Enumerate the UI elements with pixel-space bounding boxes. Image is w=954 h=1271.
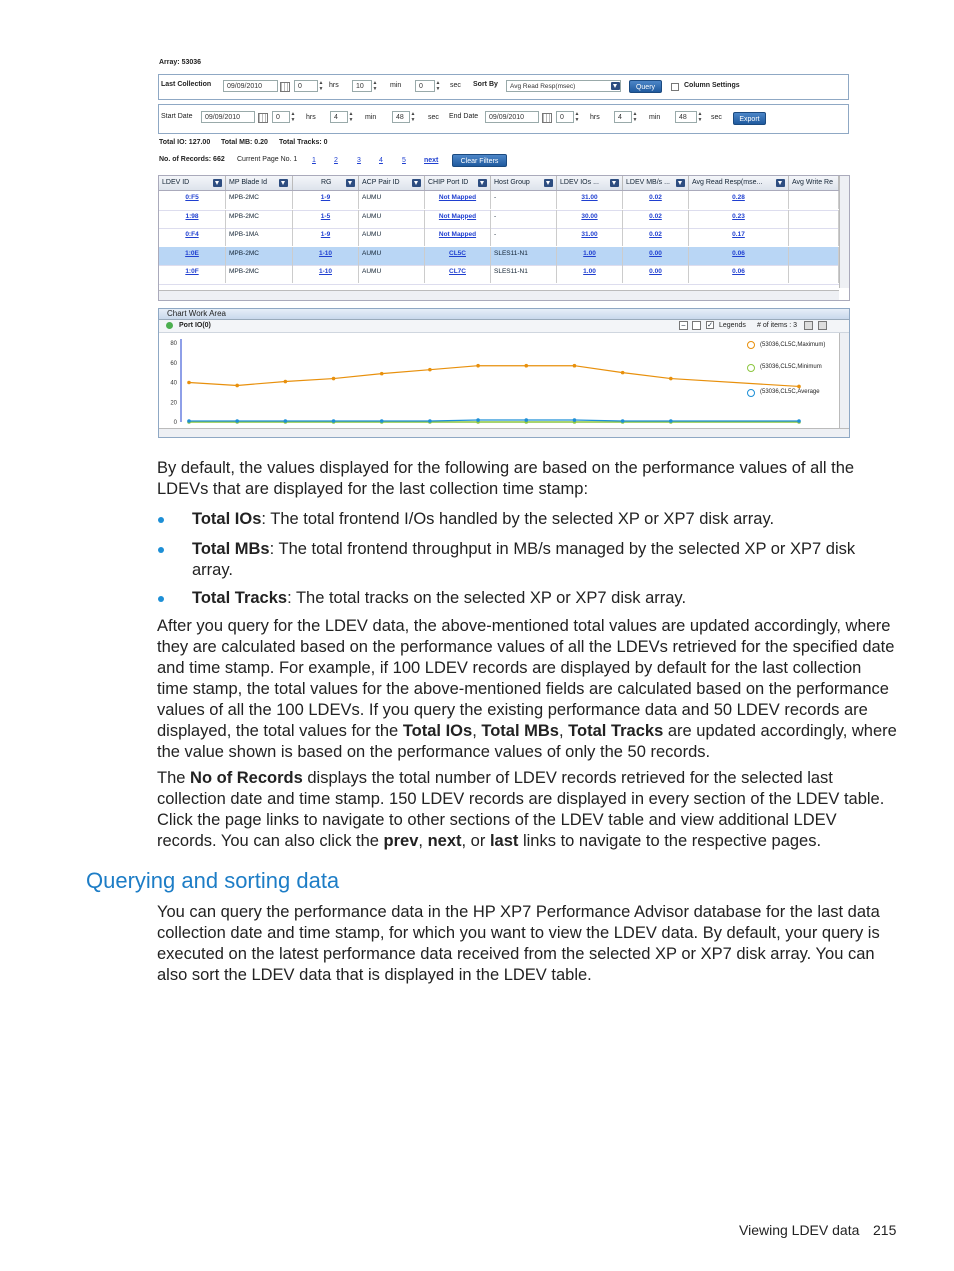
last-min-input[interactable]: 10 (352, 80, 372, 92)
date-range-panel (158, 104, 849, 134)
sec-label: sec (428, 114, 439, 121)
term: Total MBs (192, 540, 270, 558)
text: links to navigate to the respective pages. (518, 832, 822, 850)
data-point[interactable] (284, 419, 288, 423)
data-point[interactable] (428, 368, 432, 372)
column-label: LDEV ID (162, 179, 190, 186)
column-header-ldev-id[interactable] (159, 176, 226, 190)
table-row[interactable] (159, 228, 839, 248)
term: prev (383, 832, 419, 850)
column-label: RG (321, 179, 332, 186)
term: Total IOs (192, 510, 262, 528)
column-label: LDEV MB/s ... (626, 179, 670, 186)
table-cell (789, 228, 839, 246)
legend-item-max: (53036,CL5C,Maximum) (760, 342, 826, 348)
data-point[interactable] (476, 418, 480, 422)
data-point[interactable] (380, 419, 384, 423)
footer-section: Viewing LDEV data (739, 1222, 860, 1238)
last-hrs-input[interactable]: 0 (294, 80, 318, 92)
chart-legend (735, 339, 839, 419)
calendar-icon[interactable] (280, 82, 290, 92)
legend-item-avg: (53036,CL5C,Average (760, 389, 820, 395)
section-heading: Querying and sorting data (86, 868, 340, 893)
data-point[interactable] (284, 380, 288, 384)
text: are updated accordingly, where the value shown is based on the performance values of only the 50 records. (157, 722, 897, 761)
table-cell[interactable]: CL5C (425, 247, 491, 265)
legends-label: Legends (719, 322, 746, 329)
chevron-down-icon[interactable] (776, 179, 785, 187)
end-date-label: End Date (449, 113, 479, 120)
last-collection-panel (158, 74, 849, 100)
sort-by-select[interactable]: Avg Read Resp(msec) (506, 80, 621, 92)
data-point[interactable] (621, 419, 625, 423)
table-cell[interactable]: 0.00 (623, 247, 689, 265)
term: next (427, 832, 462, 850)
column-label: Avg Write Re (792, 179, 833, 186)
column-header-rg[interactable] (293, 176, 359, 190)
table-row[interactable] (159, 210, 839, 230)
chart-area-titlebar (159, 309, 849, 320)
spinner-icon[interactable]: ▲ ▼ (372, 80, 378, 92)
data-point[interactable] (669, 377, 673, 381)
data-point[interactable] (621, 371, 625, 375)
table-cell[interactable]: 0.02 (623, 191, 689, 209)
data-point[interactable] (669, 419, 673, 423)
legend-marker-icon (747, 341, 755, 349)
window-icon[interactable] (818, 321, 827, 330)
bullet-icon (158, 517, 164, 523)
column-label: ACP Pair ID (362, 179, 400, 186)
start-date-input[interactable]: 09/09/2010 (201, 111, 255, 123)
chevron-down-icon[interactable] (478, 179, 487, 187)
table-cell[interactable]: 0.06 (689, 265, 789, 283)
table-cell: AUMU (359, 191, 425, 209)
term: No of Records (190, 769, 303, 787)
table-cell[interactable]: 0.00 (623, 265, 689, 283)
total-io: Total IO: 127.00 (159, 139, 211, 146)
records-count: No. of Records: 662 (159, 156, 225, 163)
ldev-id-link[interactable]: 0:F5 (159, 191, 226, 209)
spinner-icon[interactable]: ▲ ▼ (574, 111, 580, 123)
chart-tab-title: Port IO(0) (179, 322, 211, 329)
bullet-icon (158, 596, 164, 602)
text: After you query for the LDEV data, the above-mentioned total values are updated accordingly, where they are calculated based on the performance values of all the LDEVs retrieved for the specified date and time stamp. For example, if 100 LDEV records are displayed by default for the last collection time stamp, the total values for the above-mentioned fields are calculated based on the performance values of all the 100 LDEVs. If you query the existing performance data and 50 LDEV records are displayed, the total values for the (157, 617, 895, 740)
chevron-down-icon[interactable] (544, 179, 553, 187)
table-cell[interactable]: 1-9 (293, 191, 359, 209)
spinner-icon[interactable]: ▲ ▼ (435, 80, 441, 92)
data-point[interactable] (235, 419, 239, 423)
chart-toolbar (159, 320, 849, 333)
hrs-label: hrs (306, 114, 316, 121)
text: , or (461, 832, 490, 850)
last-collection-date-input[interactable]: 09/09/2010 (223, 80, 278, 92)
data-point[interactable] (573, 418, 577, 422)
table-cell[interactable]: 0.02 (623, 210, 689, 228)
page-link-4[interactable]: 4 (379, 157, 383, 164)
chevron-down-icon[interactable] (676, 179, 685, 187)
table-cell[interactable]: CL7C (425, 265, 491, 283)
y-tick-label: 20 (170, 400, 177, 407)
table-cell: MPB-2MC (226, 191, 293, 209)
maximize-icon[interactable] (692, 321, 701, 330)
table-cell[interactable]: 0.17 (689, 228, 789, 246)
min-label: min (365, 114, 377, 121)
table-row[interactable] (159, 247, 839, 267)
page-number: 215 (873, 1222, 897, 1238)
table-cell[interactable]: 1-10 (293, 247, 359, 265)
table-cell[interactable]: 0.06 (689, 247, 789, 265)
table-cell (789, 247, 839, 265)
table-cell[interactable]: 30.00 (557, 210, 623, 228)
table-cell: SLES11-N1 (491, 247, 557, 265)
table-row[interactable] (159, 265, 839, 285)
start-date-label: Start Date (161, 113, 193, 120)
bullet-total-tracks (192, 588, 892, 609)
text: , (559, 722, 569, 740)
column-label: LDEV IOs ... (560, 179, 599, 186)
page-link-5[interactable]: 5 (402, 157, 406, 164)
legend-item-min: (53036,CL5C,Minimum (760, 364, 822, 370)
hrs-label: hrs (590, 114, 600, 121)
export-button[interactable]: Export (733, 112, 766, 125)
column-header-chip-port[interactable] (425, 176, 491, 190)
last-sec-input[interactable]: 0 (415, 80, 435, 92)
end-sec-input[interactable]: 48 (675, 111, 697, 123)
data-point[interactable] (187, 419, 191, 423)
column-settings-checkbox[interactable] (671, 83, 679, 91)
start-hrs-input[interactable]: 0 (272, 111, 290, 123)
legend-marker-icon (747, 364, 755, 372)
end-date-input[interactable]: 09/09/2010 (485, 111, 539, 123)
page-link-1[interactable]: 1 (312, 157, 316, 164)
table-cell: AUMU (359, 265, 425, 283)
end-hrs-input[interactable]: 0 (556, 111, 574, 123)
table-cell[interactable]: 0.28 (689, 191, 789, 209)
end-min-input[interactable]: 4 (614, 111, 632, 123)
table-cell[interactable]: 1-5 (293, 210, 359, 228)
text: , (418, 832, 428, 850)
series-line (189, 366, 799, 387)
horizontal-scrollbar[interactable] (159, 428, 849, 437)
calendar-icon[interactable] (258, 113, 268, 123)
spinner-icon[interactable]: ▲ ▼ (348, 111, 354, 123)
bullet-icon (158, 547, 164, 553)
window-icon[interactable] (804, 321, 813, 330)
last-collection-label: Last Collection (161, 81, 212, 88)
spinner-icon[interactable]: ▲ ▼ (318, 80, 324, 92)
data-point[interactable] (235, 384, 239, 388)
ldev-id-link[interactable]: 1:0F (159, 265, 226, 283)
intro-paragraph: By default, the values displayed for the following are based on the performance values of all the LDEVs that are displayed for the last collection time stamp: (157, 459, 855, 498)
ldev-id-link[interactable]: 1:98 (159, 210, 226, 228)
data-point[interactable] (380, 372, 384, 376)
column-label: MP Blade Id (229, 179, 268, 186)
table-cell[interactable]: Not Mapped (425, 210, 491, 228)
query-paragraph: You can query the performance data in the HP XP7 Performance Advisor database for the last data collection date and time stamp, for which you want to view the LDEV data. By default, your query is executed on the latest performance data received from the selected XP or XP7 disk array. You can also sort the LDEV data that is displayed in the LDEV table. (157, 903, 880, 984)
term: Total IOs (402, 722, 473, 740)
hrs-label: hrs (329, 82, 339, 89)
table-cell[interactable]: 31.00 (557, 191, 623, 209)
table-cell[interactable]: 1-9 (293, 228, 359, 246)
sec-label: sec (711, 114, 722, 121)
min-label: min (390, 82, 402, 89)
bullet-text: : The total frontend I/Os handled by the selected XP or XP7 disk array. (261, 510, 775, 528)
column-header-host-group[interactable] (491, 176, 557, 190)
bullet-total-ios (192, 509, 892, 530)
records-paragraph (157, 768, 897, 852)
chevron-down-icon[interactable] (611, 82, 620, 90)
column-header-mp-blade[interactable] (226, 176, 293, 190)
table-cell[interactable]: 0.02 (623, 228, 689, 246)
table-cell (789, 191, 839, 209)
data-point[interactable] (187, 381, 191, 385)
table-cell: MPB-2MC (226, 210, 293, 228)
table-cell: AUMU (359, 247, 425, 265)
column-label: Avg Read Resp(mse... (692, 179, 763, 186)
column-header-avg-write[interactable] (789, 176, 839, 190)
text: , (472, 722, 482, 740)
column-label: Host Group (494, 179, 530, 186)
page-link-3[interactable]: 3 (357, 157, 361, 164)
calendar-icon[interactable] (542, 113, 552, 123)
table-cell: MPB-2MC (226, 265, 293, 283)
status-icon (166, 322, 173, 329)
data-point[interactable] (797, 419, 801, 423)
chevron-down-icon[interactable] (412, 179, 421, 187)
text: displays the total number of LDEV records retrieved for the selected last collection date and time stamp. 150 LDEV records are displayed in every section of the LDEV table. Click the page links to navigate to other sections of the LDEV table and view additional LDEV records. You can also click the (157, 769, 885, 850)
spinner-icon[interactable]: ▲ ▼ (697, 111, 703, 123)
data-point[interactable] (428, 419, 432, 423)
term: last (489, 832, 519, 850)
table-cell (789, 265, 839, 283)
y-tick-label: 60 (170, 360, 177, 367)
sort-by-label: Sort By (473, 81, 498, 88)
data-point[interactable] (332, 377, 336, 381)
start-min-input[interactable]: 4 (330, 111, 348, 123)
table-cell[interactable]: 1.00 (557, 247, 623, 265)
series-line (189, 420, 799, 421)
table-cell[interactable]: Not Mapped (425, 191, 491, 209)
clear-filters-button[interactable]: Clear Filters (452, 154, 507, 167)
legend-marker-icon (747, 389, 755, 397)
table-cell[interactable]: 1.00 (557, 265, 623, 283)
column-header-acp-pair[interactable] (359, 176, 425, 190)
text: The (157, 769, 191, 787)
totals-paragraph (157, 616, 897, 763)
ldev-screenshot (157, 55, 849, 439)
chevron-down-icon[interactable] (610, 179, 619, 187)
bullet-text: : The total tracks on the selected XP or XP7 disk array. (287, 589, 687, 607)
ldev-id-link[interactable]: 1:0E (159, 247, 226, 265)
vertical-scrollbar[interactable] (839, 176, 849, 288)
total-tracks: Total Tracks: 0 (279, 139, 328, 146)
table-cell (789, 210, 839, 228)
chart-area-title: Chart Work Area (167, 309, 226, 318)
chevron-down-icon[interactable] (279, 179, 288, 187)
legends-checkbox[interactable]: ✓ (707, 322, 713, 329)
table-row[interactable] (159, 191, 839, 211)
bullet-total-mbs (192, 539, 892, 581)
table-cell: - (491, 228, 557, 246)
table-cell[interactable]: 0.23 (689, 210, 789, 228)
spinner-icon[interactable]: ▲ ▼ (290, 111, 296, 123)
term: Total Tracks (568, 722, 664, 740)
table-cell: MPB-1MA (226, 228, 293, 246)
spinner-icon[interactable]: ▲ ▼ (632, 111, 638, 123)
term: Total MBs (481, 722, 559, 740)
chevron-down-icon[interactable] (213, 179, 222, 187)
column-header-avg-read[interactable] (689, 176, 789, 190)
items-count: # of items : 3 (757, 322, 798, 329)
column-header-ldev-mbs[interactable] (623, 176, 689, 190)
ldev-id-link[interactable]: 0:F4 (159, 228, 226, 246)
table-cell[interactable]: 1-10 (293, 265, 359, 283)
table-cell: AUMU (359, 228, 425, 246)
total-mb: Total MB: 0.20 (221, 139, 268, 146)
table-cell[interactable]: 31.00 (557, 228, 623, 246)
table-cell: - (491, 191, 557, 209)
term: Total Tracks (192, 589, 288, 607)
table-cell[interactable]: Not Mapped (425, 228, 491, 246)
next-link[interactable]: next (424, 157, 439, 164)
sec-label: sec (450, 82, 461, 89)
column-settings-label: Column Settings (684, 82, 740, 89)
bullet-text: : The total frontend throughput in MB/s managed by the selected XP or XP7 disk array. (192, 540, 856, 579)
table-cell: AUMU (359, 210, 425, 228)
y-tick-label: 0 (173, 420, 177, 426)
minimize-icon[interactable]: – (679, 321, 688, 330)
table-cell: SLES11-N1 (491, 265, 557, 283)
data-point[interactable] (573, 364, 577, 368)
table-cell: MPB-2MC (226, 247, 293, 265)
y-tick-label: 80 (170, 341, 177, 347)
y-tick-label: 40 (170, 380, 177, 387)
vertical-scrollbar[interactable] (839, 333, 849, 429)
query-button[interactable]: Query (629, 80, 662, 93)
array-label: Array: 53036 (159, 59, 202, 66)
column-header-ldev-ios[interactable] (557, 176, 623, 190)
chart-work-area (158, 308, 850, 438)
start-sec-input[interactable]: 48 (392, 111, 410, 123)
data-point[interactable] (524, 418, 528, 422)
min-label: min (649, 114, 661, 121)
horizontal-scrollbar[interactable] (159, 290, 839, 300)
table-header (159, 176, 839, 191)
data-point[interactable] (524, 364, 528, 368)
data-point[interactable] (332, 419, 336, 423)
ldev-table (158, 175, 850, 301)
current-page: Current Page No. 1 (237, 156, 298, 163)
data-point[interactable] (476, 364, 480, 368)
spinner-icon[interactable]: ▲ ▼ (410, 111, 416, 123)
table-cell: - (491, 210, 557, 228)
column-label: CHIP Port ID (428, 179, 469, 186)
page-link-2[interactable]: 2 (334, 157, 338, 164)
chevron-down-icon[interactable] (346, 179, 355, 187)
